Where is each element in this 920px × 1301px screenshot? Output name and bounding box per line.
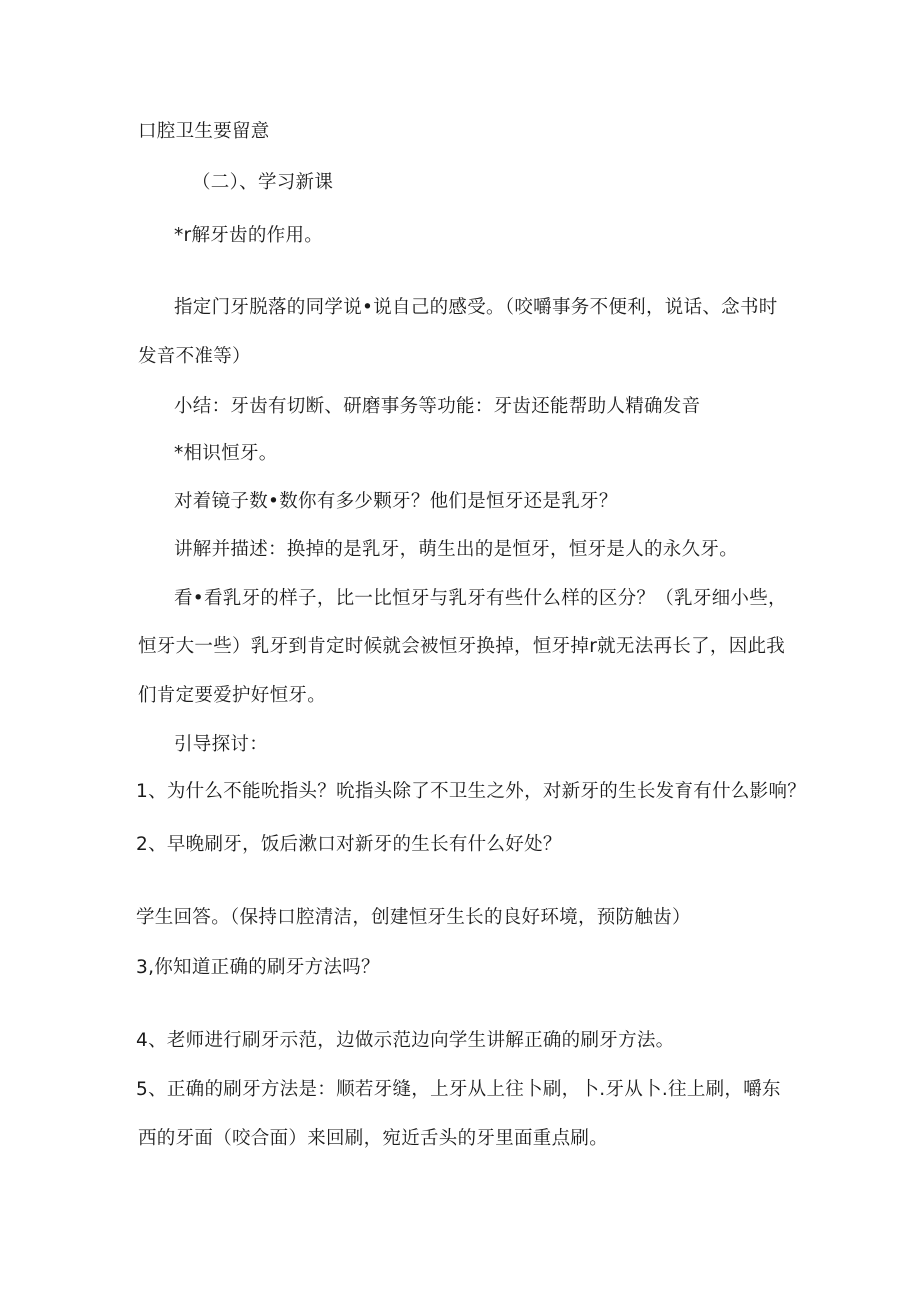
paragraph-line: 小结：牙齿有切断、研磨事务等功能：牙齿还能帮助人精确发音 xyxy=(174,396,701,417)
text-line-3: *r解牙齿的作用。 xyxy=(174,225,324,246)
paragraph-line: 恒牙大一些）乳牙到肯定时候就会被恒牙换掉，恒牙掉r就无法再长了，因此我 xyxy=(138,636,786,657)
paragraph-line: 引导探讨： xyxy=(174,734,269,755)
paragraph-line: 对着镜子数•数你有多少颗牙？他们是恒牙还是乳牙？ xyxy=(174,491,618,512)
paragraph-line: 讲解并描述：换掉的是乳牙，萌生出的是恒牙，恒牙是人的永久牙。 xyxy=(174,539,739,560)
list-item: 5、正确的刷牙方法是：顺若牙缝，上牙从上往卜刷，卜.牙从卜.往上刷，嚼东 xyxy=(136,1079,781,1100)
section-heading: （二）、学习新课 xyxy=(192,172,334,193)
paragraph-line: *相识恒牙。 xyxy=(174,443,278,464)
paragraph-line: 学生回答。（保持口腔清洁，创建恒牙生长的良好环境，预防触齿） xyxy=(136,907,691,928)
paragraph-line: 们肯定要爱护好恒牙。 xyxy=(138,685,327,706)
paragraph-line: 看•看乳牙的样子，比一比恒牙与乳牙有些什么样的区分？（乳牙细小些， xyxy=(174,588,787,609)
text-line-1: 口腔卫生要留意 xyxy=(138,121,270,142)
paragraph-line: 西的牙面（咬合面）来回刷，宛近舌头的牙里面重点刷。 xyxy=(138,1128,609,1149)
list-item: 1、为什么不能吮指头？吮指头除了不卫生之外，对新牙的生长发育有什么影响？ xyxy=(136,781,807,802)
paragraph-line: 指定门牙脱落的同学说•说自己的感受。（咬嚼事务不便利，说话、念书时 xyxy=(174,297,778,318)
paragraph-line: 发音不准等） xyxy=(138,346,251,367)
list-item: 3,你知道正确的刷牙方法吗？ xyxy=(136,957,380,978)
list-item: 2、早晚刷牙，饭后漱口对新牙的生长有什么好处？ xyxy=(136,834,562,855)
list-item: 4、老师进行刷牙示范，边做示范边向学生讲解正确的刷牙方法。 xyxy=(136,1030,675,1051)
